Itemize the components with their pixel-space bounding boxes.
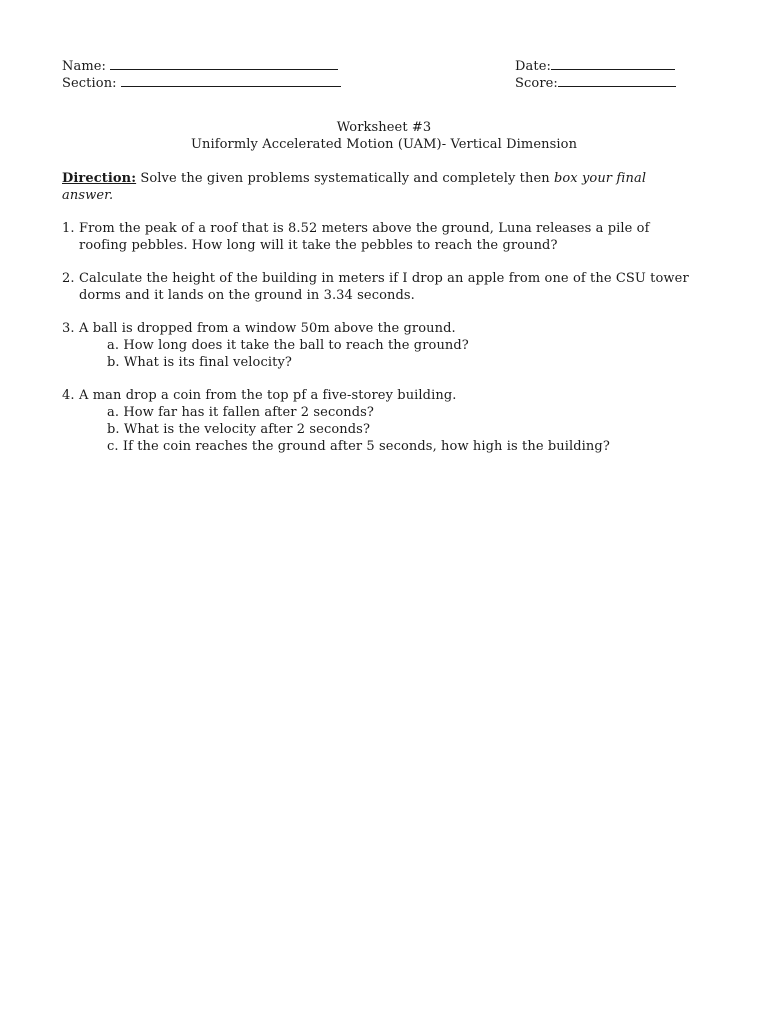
direction-label: Direction:: [62, 171, 137, 186]
problem-3-sub-a: a. How long does it take the ball to reach the ground?: [107, 338, 469, 353]
date-field: [515, 58, 675, 75]
problem-number: 1.: [62, 221, 75, 236]
problem-number: 3.: [62, 321, 75, 336]
problem-4-sub-c: c. If the coin reaches the ground after 5 seconds, how high is the building?: [107, 439, 610, 454]
problem-4-sub-a: a. How far has it fallen after 2 seconds?: [107, 405, 375, 420]
problem-text-continued: dorms and it lands on the ground in 3.34 seconds.: [79, 288, 415, 303]
problem-number: 2.: [62, 271, 75, 286]
score-label: Score:: [515, 76, 558, 91]
problem-number: 4.: [62, 388, 75, 403]
problem-2: [62, 270, 702, 304]
problem-text: Calculate the height of the building in meters if I drop an apple from one of the CSU tower: [79, 271, 689, 286]
problem-3: [62, 320, 702, 337]
section-field: [62, 75, 341, 92]
problem-text: A ball is dropped from a window 50m above the ground.: [79, 321, 456, 336]
name-field: [62, 58, 338, 75]
direction-paragraph: [62, 170, 692, 204]
score-field: [515, 75, 676, 92]
problem-text-continued: roofing pebbles. How long will it take the pebbles to reach the ground?: [79, 238, 558, 253]
score-blank[interactable]: [558, 75, 676, 87]
worksheet-subtitle: Uniformly Accelerated Motion (UAM)- Vertical Dimension: [190, 137, 578, 152]
problem-text: A man drop a coin from the top pf a five-storey building.: [79, 388, 457, 403]
name-label: Name:: [62, 59, 107, 74]
problem-4-sub-b: b. What is the velocity after 2 seconds?: [107, 422, 371, 437]
date-blank[interactable]: [551, 58, 675, 70]
section-blank[interactable]: [121, 75, 341, 87]
problem-4: [62, 387, 702, 404]
direction-text: Solve the given problems systematically and completely then: [140, 171, 550, 186]
problem-1: [62, 220, 702, 254]
name-blank[interactable]: [110, 58, 338, 70]
problem-3-sub-b: b. What is its final velocity?: [107, 355, 292, 370]
direction-emphasis-2: answer.: [62, 188, 114, 203]
problem-text: From the peak of a roof that is 8.52 meters above the ground, Luna releases a pile of: [79, 221, 650, 236]
date-label: Date:: [515, 59, 551, 74]
direction-emphasis-1: box your final: [553, 171, 647, 186]
worksheet-title: Worksheet #3: [336, 120, 432, 135]
section-label: Section:: [62, 76, 117, 91]
